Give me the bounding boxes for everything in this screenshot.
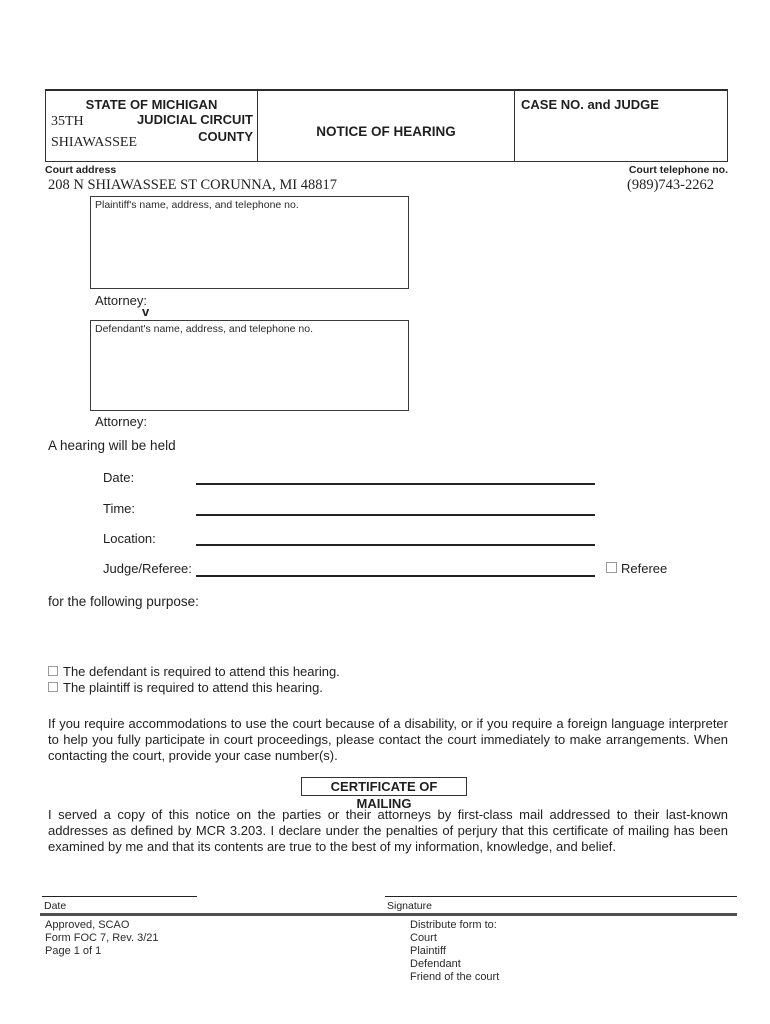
date-label: Date [44, 900, 67, 912]
plaintiff-box-label: Plaintiff's name, address, and telephone no. [95, 199, 299, 211]
defendant-attend-checkbox[interactable] [48, 666, 58, 676]
date-field-label: Date: [103, 470, 135, 485]
versus-label: v [142, 304, 150, 319]
judge-referee-fill-line[interactable] [196, 575, 595, 577]
location-fill-line[interactable] [196, 544, 595, 546]
distribute-item-court: Court [410, 932, 437, 944]
circuit-number-value[interactable]: 35TH [51, 114, 84, 129]
referee-checkbox-label: Referee [621, 561, 668, 576]
signature-line[interactable] [385, 896, 737, 897]
court-address-value[interactable]: 208 N SHIAWASSEE ST CORUNNA, MI 48817 [48, 177, 337, 193]
county-value[interactable]: SHIAWASSEE [51, 135, 137, 150]
date-fill-line[interactable] [196, 483, 595, 485]
case-no-judge-label: CASE NO. and JUDGE [521, 97, 659, 112]
purpose-label: for the following purpose: [48, 594, 199, 609]
court-telephone-label: Court telephone no. [628, 164, 728, 176]
court-address-label: Court address [45, 164, 117, 176]
caption-title-cell [258, 91, 515, 161]
distribute-item-plaintiff: Plaintiff [410, 945, 446, 957]
plaintiff-attend-checkbox[interactable] [48, 682, 58, 692]
distribute-title: Distribute form to: [410, 919, 497, 931]
footer-approved: Approved, SCAO [45, 919, 130, 931]
judge-referee-field-label: Judge/Referee: [103, 561, 192, 576]
certificate-title: CERTIFICATE OF MAILING [330, 779, 438, 811]
caption-court-cell [46, 91, 258, 161]
footer-form-number: Form FOC 7, Rev. 3/21 [45, 932, 159, 944]
plaintiff-attend-label: The plaintiff is required to attend this hearing. [63, 680, 323, 695]
footer-page-number: Page 1 of 1 [45, 945, 102, 957]
accommodation-notice: If you require accommodations to use the court because of a disability, or if you require a foreign language interpreter to help you fully participate in court proceedings, please contact the court immediately to make arrangements. When contacting the court, provide your case number(s). [48, 716, 728, 763]
distribute-item-defendant: Defendant [410, 958, 461, 970]
county-label: COUNTY [198, 129, 253, 144]
defendant-attend-label: The defendant is required to attend this hearing. [63, 664, 340, 679]
time-field-label: Time: [103, 501, 136, 516]
location-field-label: Location: [103, 531, 156, 546]
caption-table [45, 89, 728, 162]
certificate-title-box [301, 777, 467, 811]
judicial-circuit-label: JUDICIAL CIRCUIT [136, 112, 253, 127]
referee-checkbox[interactable] [606, 562, 617, 573]
certificate-body: I served a copy of this notice on the parties or their attorneys by first-class mail addressed to their last-known addresses as defined by MCR 3.203. I declare under the penalties of perjury that this certificate of mailing has been examined by me and that its contents are true to the best of my information, knowledge, and belief. [48, 807, 728, 854]
hearing-intro: A hearing will be held [48, 438, 176, 453]
state-heading: STATE OF MICHIGAN [85, 97, 218, 112]
footer-divider [40, 913, 737, 916]
defendant-info-box[interactable] [90, 320, 409, 411]
caption-case-cell[interactable] [515, 91, 727, 161]
defendant-box-label: Defendant's name, address, and telephone no. [95, 323, 313, 335]
distribute-item-friend-of-court: Friend of the court [410, 971, 500, 983]
plaintiff-attorney-label: Attorney: [95, 293, 148, 308]
time-fill-line[interactable] [196, 514, 595, 516]
date-signature-line[interactable] [42, 896, 197, 897]
form-title: NOTICE OF HEARING [316, 124, 456, 139]
court-telephone-value[interactable]: (989)743-2262 [627, 177, 714, 193]
defendant-attorney-label: Attorney: [95, 414, 148, 429]
plaintiff-info-box[interactable] [90, 196, 409, 289]
signature-label: Signature [387, 900, 432, 912]
